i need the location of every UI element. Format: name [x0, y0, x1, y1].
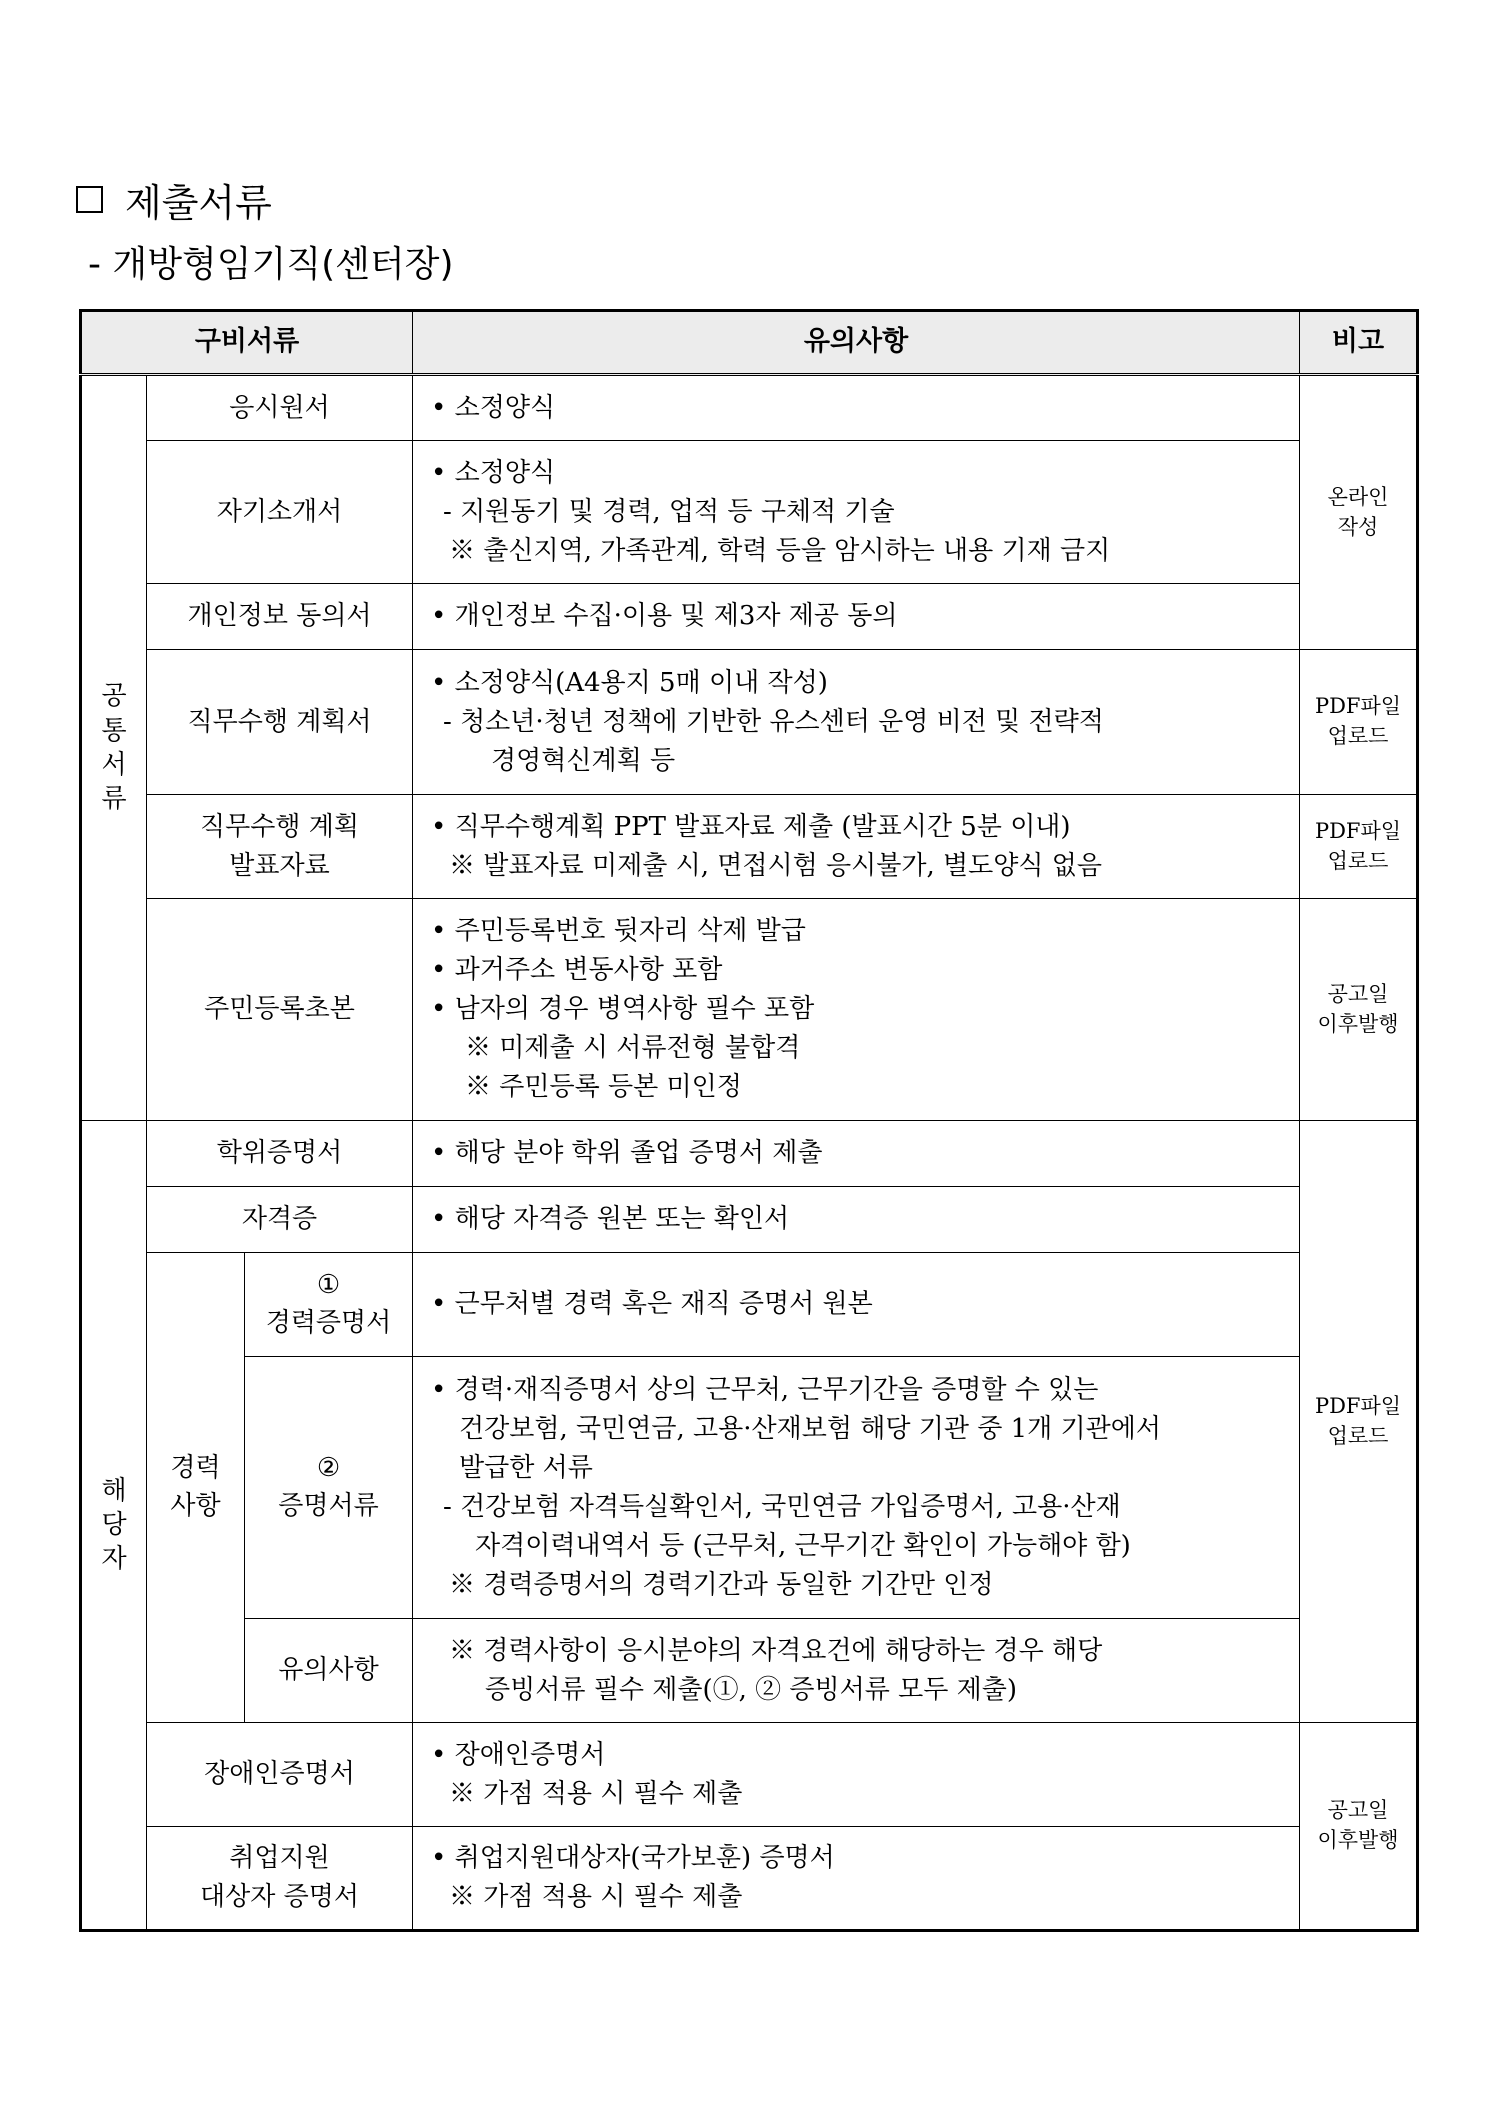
- doc-detail: • 해당 분야 학위 졸업 증명서 제출: [413, 1121, 1300, 1187]
- remark-online: 온라인 작성: [1300, 375, 1418, 650]
- table-row: [81, 1187, 1418, 1253]
- table-row: [81, 795, 1418, 899]
- documents-table: [79, 309, 1419, 1932]
- section-subtitle: - 개방형임기직(센터장): [88, 244, 454, 285]
- table-row: [81, 1357, 1418, 1619]
- checkbox-square-icon: [76, 186, 103, 213]
- doc-name: 개인정보 동의서: [147, 584, 413, 650]
- doc-detail: • 직무수행계획 PPT 발표자료 제출 (발표시간 5분 이내) ※ 발표자료 미제출 시, 면접시험 응시불가, 별도양식 없음: [413, 795, 1300, 899]
- table-row: [81, 1723, 1418, 1827]
- group-common: 공 통 서 류: [81, 375, 147, 1121]
- doc-name: 자기소개서: [147, 441, 413, 584]
- doc-name: 응시원서: [147, 375, 413, 441]
- doc-detail: • 해당 자격증 원본 또는 확인서: [413, 1187, 1300, 1253]
- doc-subname: ② 증명서류: [245, 1357, 413, 1619]
- header-documents: 구비서류: [81, 311, 413, 375]
- doc-detail: • 소정양식(A4용지 5매 이내 작성) - 청소년·청년 정책에 기반한 유스센터 운영 비전 및 전략적 경영혁신계획 등: [413, 650, 1300, 795]
- table-row: [81, 584, 1418, 650]
- doc-detail: • 근무처별 경력 혹은 재직 증명서 원본: [413, 1253, 1300, 1357]
- doc-name: 주민등록초본: [147, 899, 413, 1121]
- doc-detail: • 소정양식 - 지원동기 및 경력, 업적 등 구체적 기술 ※ 출신지역, 가족관계, 학력 등을 암시하는 내용 기재 금지: [413, 441, 1300, 584]
- remark-pdf-upload: PDF파일 업로드: [1300, 650, 1418, 795]
- table-header-row: [81, 311, 1418, 375]
- doc-subname: ① 경력증명서: [245, 1253, 413, 1357]
- table-row: [81, 1121, 1418, 1187]
- doc-detail: • 장애인증명서 ※ 가점 적용 시 필수 제출: [413, 1723, 1300, 1827]
- doc-name: 자격증: [147, 1187, 413, 1253]
- doc-detail: ※ 경력사항이 응시분야의 자격요건에 해당하는 경우 해당 증빙서류 필수 제출(①, ② 증빙서류 모두 제출): [413, 1619, 1300, 1723]
- table-row: [81, 441, 1418, 584]
- doc-name: 취업지원 대상자 증명서: [147, 1827, 413, 1931]
- doc-detail: • 주민등록번호 뒷자리 삭제 발급 • 과거주소 변동사항 포함 • 남자의 경우 병역사항 필수 포함 ※ 미제출 시 서류전형 불합격 ※ 주민등록 등본 미인정: [413, 899, 1300, 1121]
- table-row: [81, 1827, 1418, 1931]
- remark-after-notice: 공고일 이후발행: [1300, 899, 1418, 1121]
- table-row: [81, 1619, 1418, 1723]
- table-row: [81, 1253, 1418, 1357]
- remark-pdf-upload: PDF파일 업로드: [1300, 795, 1418, 899]
- header-remarks: 비고: [1300, 311, 1418, 375]
- section-heading: [76, 172, 272, 227]
- header-notes: 유의사항: [413, 311, 1300, 375]
- table-row: [81, 650, 1418, 795]
- doc-name: 직무수행 계획서: [147, 650, 413, 795]
- doc-detail: • 소정양식: [413, 375, 1300, 441]
- group-applicable: 해 당 자: [81, 1121, 147, 1931]
- doc-name: 학위증명서: [147, 1121, 413, 1187]
- table-row: [81, 375, 1418, 441]
- doc-detail: • 경력·재직증명서 상의 근무처, 근무기간을 증명할 수 있는 건강보험, 국민연금, 고용·산재보험 해당 기관 중 1개 기관에서 발급한 서류 - 건강보험 자격득실확인서, 국민연금 가입증명서, 고용·산재 자격이력내역서 등 (근무처, 근무기간 확인이 가능해야 함) ※ 경력증명서의 경력기간과 동일한 기간만 인정: [413, 1357, 1300, 1619]
- doc-name: 직무수행 계획 발표자료: [147, 795, 413, 899]
- doc-detail: • 취업지원대상자(국가보훈) 증명서 ※ 가점 적용 시 필수 제출: [413, 1827, 1300, 1931]
- doc-detail: • 개인정보 수집·이용 및 제3자 제공 동의: [413, 584, 1300, 650]
- group-career: 경력 사항: [147, 1253, 245, 1723]
- section-title: 제출서류: [125, 181, 272, 225]
- remark-after-notice: 공고일 이후발행: [1300, 1723, 1418, 1931]
- remark-pdf-upload: PDF파일 업로드: [1300, 1121, 1418, 1723]
- doc-name: 장애인증명서: [147, 1723, 413, 1827]
- table-row: [81, 899, 1418, 1121]
- doc-subname: 유의사항: [245, 1619, 413, 1723]
